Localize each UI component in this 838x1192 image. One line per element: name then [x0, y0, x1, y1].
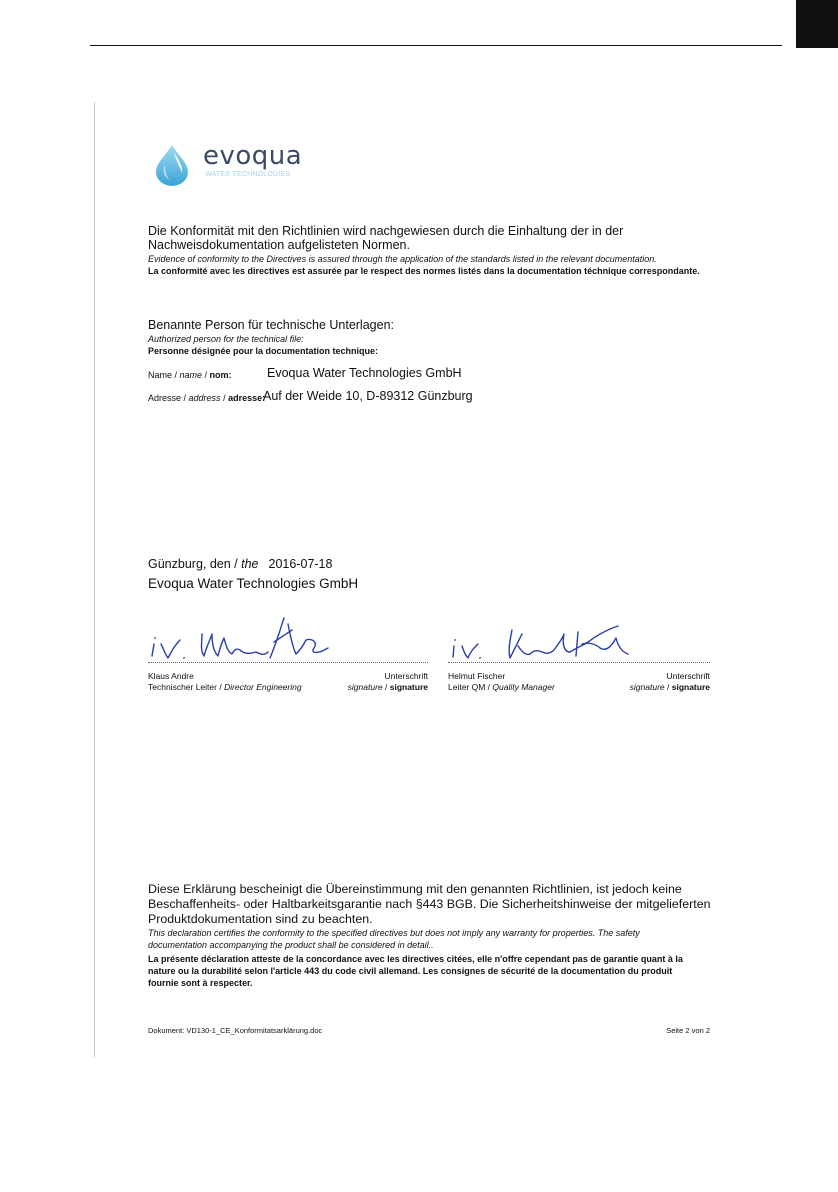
disclaimer-de-line3: Produktdokumentation sind zu beachten. [148, 912, 373, 926]
signatory-2-sig-label: signature / signature [629, 682, 710, 692]
signature-line-2 [448, 662, 710, 663]
name-label: Name / name / nom: [148, 370, 232, 380]
brand-tagline: WATER TECHNOLOGIES [205, 171, 291, 178]
footer-page-number: Seite 2 von 2 [666, 1026, 710, 1035]
place-date: Günzburg, den / the 2016-07-18 [148, 557, 333, 571]
authorized-de: Benannte Person für technische Unterlagen: [148, 318, 394, 332]
signatory-2-name: Helmut Fischer [448, 671, 506, 681]
signatory-2-title: Leiter QM / Quality Manager [448, 682, 555, 692]
signature-klaus-andre [146, 604, 346, 664]
disclaimer-de-line1: Diese Erklärung bescheinigt die Übereinstimmung mit den genannten Richtlinien, ist jedoch keine [148, 882, 682, 896]
signatory-1-name: Klaus Andre [148, 671, 194, 681]
signatory-1-sig-label: signature / signature [347, 682, 428, 692]
conformity-fr: La conformité avec les directives est assurée par le respect des normes listés dans la documentation téchnique correspondante. [148, 266, 700, 276]
conformity-en: Evidence of conformity to the Directives is assured through the application of the standards listed in the relevant documentation. [148, 254, 657, 264]
disclaimer-fr-line2: nature ou la durabilité selon l'article 443 du code civil allemand. Les consignes de sécurité de la documentation du produit [148, 966, 673, 976]
conformity-de-line1: Die Konformität mit den Richtlinien wird nachgewiesen durch die Einhaltung der in der [148, 224, 624, 238]
page-corner-tab [796, 0, 838, 48]
disclaimer-de-line2: Beschaffenheits- oder Haltbarkeitsgarantie nach §443 BGB. Die Sicherheitshinweise der mitgelieferten [148, 897, 711, 911]
issue-date: 2016-07-18 [268, 557, 333, 571]
signatory-2-sig-de: Unterschrift [666, 671, 710, 681]
signatory-1-sig-de: Unterschrift [384, 671, 428, 681]
disclaimer-en-line2: documentation accompanying the product shall be considered in detail.. [148, 940, 434, 950]
issuer-company: Evoqua Water Technologies GmbH [148, 576, 359, 591]
disclaimer-fr-line3: fournie sont à respecter. [148, 978, 253, 988]
evoqua-drop-logo-icon [152, 143, 192, 187]
signatory-1-title: Technischer Leiter / Director Engineering [148, 682, 302, 692]
footer-document-name: Dokument: VD130-1_CE_Konformitatsarklärung.doc [148, 1026, 323, 1035]
signature-line-1 [148, 662, 428, 663]
address-value: Auf der Weide 10, D-89312 Günzburg [263, 389, 473, 403]
disclaimer-fr-line1: La présente déclaration atteste de la concordance avec les directives citées, elle n'offre cependant pas de garantie quant à la [148, 954, 683, 964]
scan-edge-line [94, 102, 95, 1057]
address-label: Adresse / address / adresse: [148, 393, 266, 403]
signature-helmut-fischer [446, 612, 646, 664]
conformity-de-line2: Nachweisdokumentation aufgelisteten Normen. [148, 238, 410, 252]
header-rule [90, 45, 782, 46]
authorized-fr: Personne désignée pour la documentation technique: [148, 346, 379, 356]
disclaimer-en-line1: This declaration certifies the conformity to the specified directives but does not imply any warranty for properties. The safety [148, 928, 640, 938]
brand-wordmark: evoqua [203, 141, 303, 171]
name-value: Evoqua Water Technologies GmbH [267, 366, 462, 380]
authorized-en: Authorized person for the technical file: [148, 334, 304, 344]
